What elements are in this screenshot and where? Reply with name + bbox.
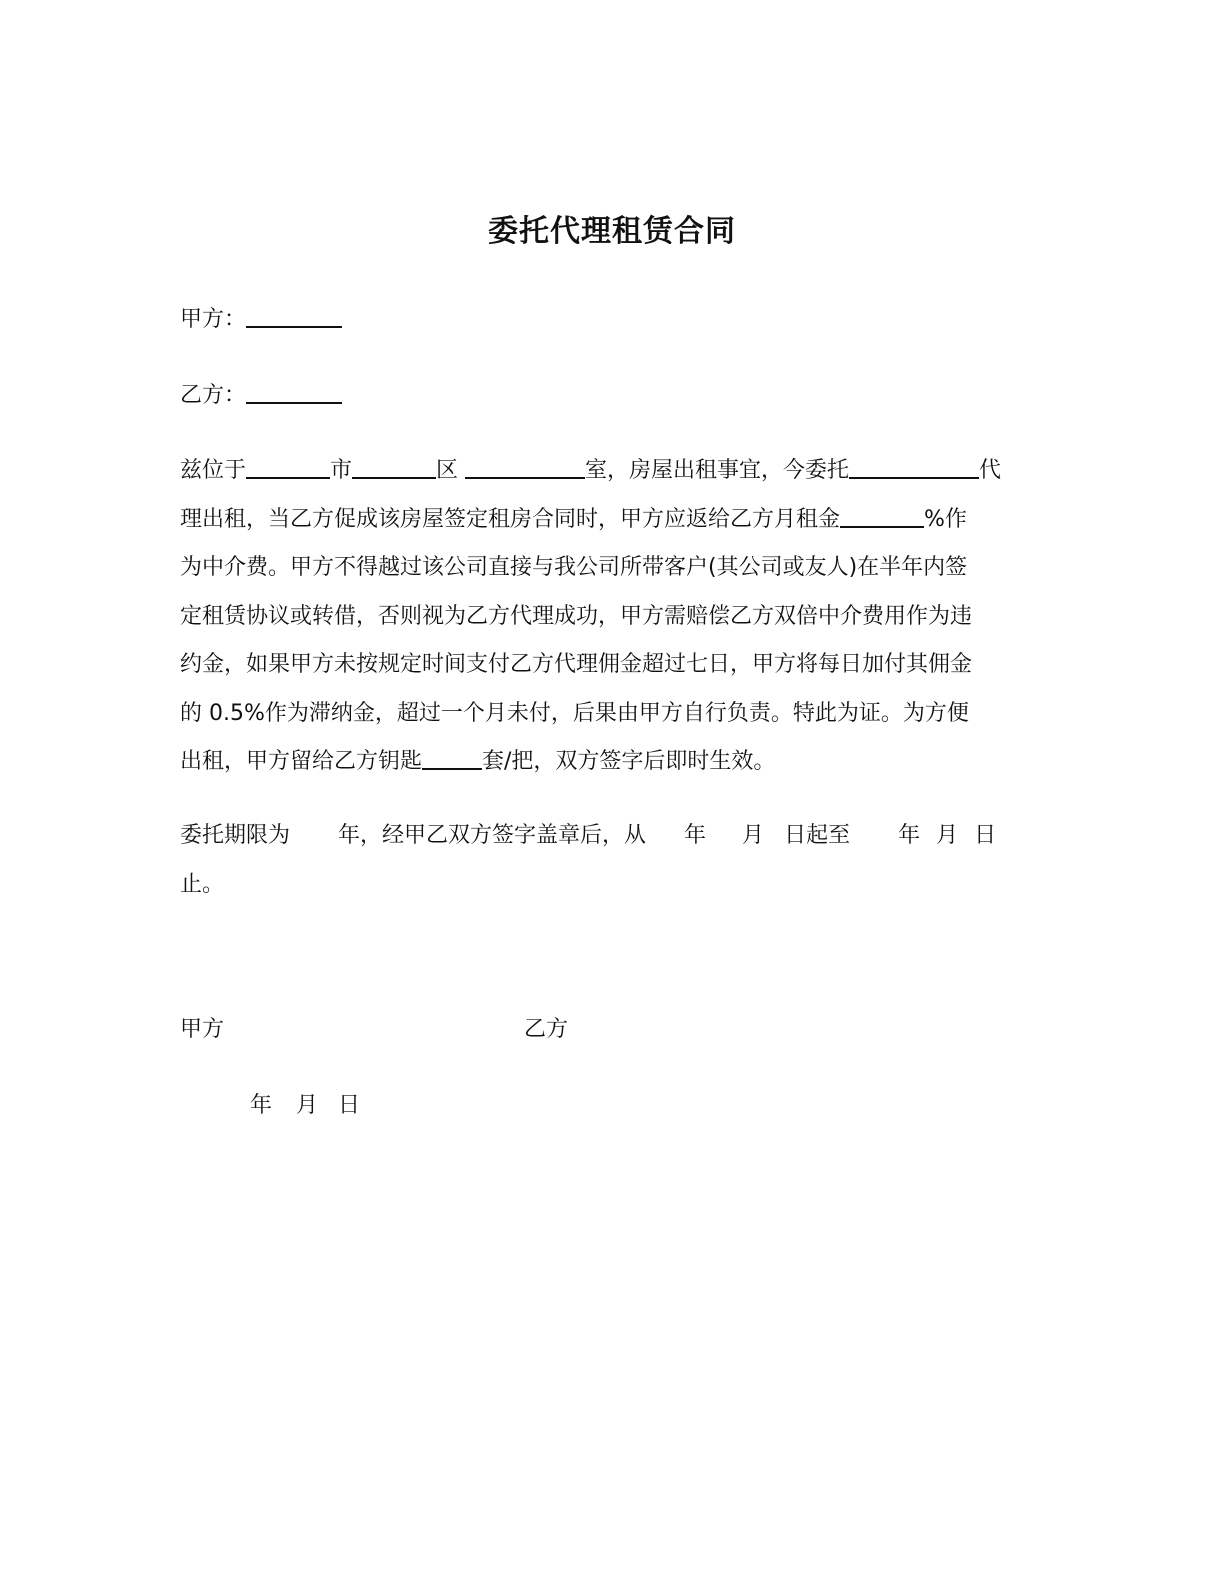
term-text: 年 bbox=[684, 823, 707, 848]
clause-text: 兹位于 bbox=[180, 458, 247, 483]
party-b-blank[interactable] bbox=[246, 374, 342, 404]
signature-date bbox=[250, 1082, 360, 1130]
term-text: 委托期限为 bbox=[180, 823, 291, 848]
clause-line-3: 为中介费。甲方不得越过该公司直接与我公司所带客户(其公司或友人)在半年内签 bbox=[180, 555, 968, 580]
clause-text: 代 bbox=[979, 458, 1002, 483]
city-blank[interactable] bbox=[246, 449, 330, 479]
party-a-line bbox=[180, 296, 342, 344]
clause-text: 出租，甲方留给乙方钥匙 bbox=[180, 749, 423, 774]
clause-line-4: 定租赁协议或转借，否则视为乙方代理成功，甲方需赔偿乙方双倍中介费用作为违 bbox=[180, 603, 973, 629]
clause-text: 市 bbox=[330, 458, 353, 483]
agent-blank[interactable] bbox=[849, 449, 979, 479]
clause-text: 套/把，双方签字后即时生效。 bbox=[482, 749, 776, 774]
date-year: 年 bbox=[250, 1093, 273, 1118]
term-text: 年，经甲乙双方签字盖章后，从 bbox=[338, 823, 647, 848]
clause-text: %作 bbox=[924, 506, 967, 532]
date-day: 日 bbox=[338, 1093, 361, 1118]
clause-line-5: 约金，如果甲方未按规定时间支付乙方代理佣金超过七日，甲方将每日加付其佣金 bbox=[180, 652, 973, 677]
key-count-blank[interactable] bbox=[422, 740, 482, 770]
clause-line-1 bbox=[180, 447, 1040, 496]
clause-text: 区 bbox=[436, 458, 466, 483]
clause-line-6: 的 0.5%作为滞纳金，超过一个月未付，后果由甲方自行负责。特此为证。为方便 bbox=[180, 700, 969, 726]
date-month: 月 bbox=[296, 1093, 319, 1118]
district-blank[interactable] bbox=[352, 449, 436, 479]
term-text: 年 bbox=[898, 823, 921, 848]
party-b-line bbox=[180, 372, 342, 420]
clause-line-2 bbox=[180, 496, 1040, 545]
term-line-1 bbox=[180, 812, 1040, 861]
room-blank[interactable] bbox=[465, 449, 585, 479]
term-text: 日 bbox=[974, 823, 997, 848]
clause-line-7 bbox=[180, 738, 1040, 787]
term-text: 日起至 bbox=[784, 823, 851, 848]
clause-text: 理出租，当乙方促成该房屋签定租房合同时，甲方应返给乙方月租金 bbox=[180, 506, 841, 532]
signature-party-b: 乙方 bbox=[524, 1017, 569, 1042]
term-text: 月 bbox=[742, 823, 765, 848]
commission-percent-blank[interactable] bbox=[840, 498, 924, 528]
party-b-label: 乙方： bbox=[180, 383, 247, 408]
document-title: 委托代理租赁合同 bbox=[488, 214, 736, 249]
party-a-label: 甲方： bbox=[180, 307, 247, 332]
signature-party-a: 甲方 bbox=[180, 1017, 225, 1042]
main-clause bbox=[180, 447, 1040, 787]
term-clause bbox=[180, 812, 1040, 909]
term-text: 月 bbox=[936, 823, 959, 848]
clause-text: 室，房屋出租事宜，今委托 bbox=[585, 458, 850, 483]
term-line-2: 止。 bbox=[180, 871, 225, 897]
party-a-blank[interactable] bbox=[246, 298, 342, 328]
